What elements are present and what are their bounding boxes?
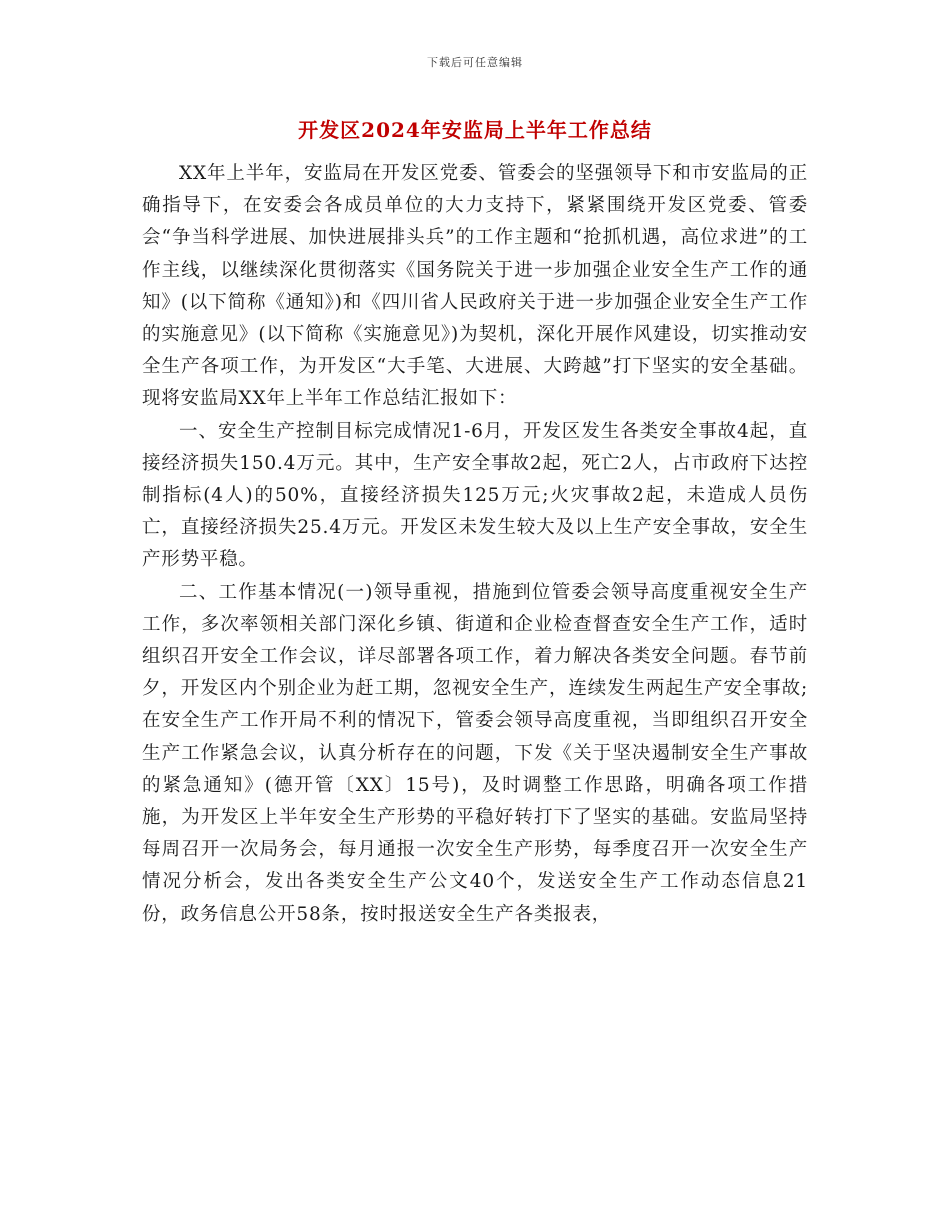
header-note: 下载后可任意编辑 xyxy=(427,56,523,69)
paragraph-intro: XX年上半年，安监局在开发区党委、管委会的坚强领导下和市安监局的正确指导下，在安委会各成员单位的大力支持下，紧紧围绕开发区党委、管委会“争当科学进展、加快进展排头兵”的工作主题和“抢抓机遇，高位求进”的工作主线，以继续深化贯彻落实《国务院关于进一步加强企业安全生产工作的通知》(以下简称《通知》)和《四川省人民政府关于进一步加强企业安全生产工作的实施意见》(以下简称《实施意见》)为契机，深化开展作风建设，切实推动安全生产各项工作，为开发区“大手笔、大进展、大跨越”打下坚实的安全基础。现将安监局XX年上半年工作总结汇报如下： xyxy=(142,163,808,410)
paragraph-section-2: 二、工作基本情况(一)领导重视，措施到位管委会领导高度重视安全生产工作，多次率领相关部门深化乡镇、街道和企业检查督查安全生产工作，适时组织召开安全工作会议，详尽部署各项工作，着力解决各类安全问题。春节前夕，开发区内个别企业为赶工期，忽视安全生产，连续发生两起生产安全事故;在安全生产工作开局不利的情况下，管委会领导高度重视，当即组织召开安全生产工作紧急会议，认真分析存在的问题，下发《关于坚决遏制安全生产事故的紧急通知》(德开管〔XX〕15号)，及时调整工作思路，明确各项工作措施，为开发区上半年安全生产形势的平稳好转打下了坚实的基础。安监局坚持每周召开一次局务会，每月通报一次安全生产形势，每季度召开一次安全生产情况分析会，发出各类安全生产公文40个，发送安全生产工作动态信息21份，政务信息公开58条，按时报送安全生产各类报表， xyxy=(142,581,808,925)
paragraph-section-1: 一、安全生产控制目标完成情况1-6月，开发区发生各类安全事故4起，直接经济损失150.4万元。其中，生产安全事故2起，死亡2人，占市政府下达控制指标(4人)的50%，直接经济损失125万元;火灾事故2起，未造成人员伤亡，直接经济损失25.4万元。开发区未发生较大及以上生产安全事故，安全生产形势平稳。 xyxy=(142,420,808,571)
document-title: 开发区2024年安监局上半年工作总结 xyxy=(298,118,652,142)
document-body xyxy=(142,158,808,931)
